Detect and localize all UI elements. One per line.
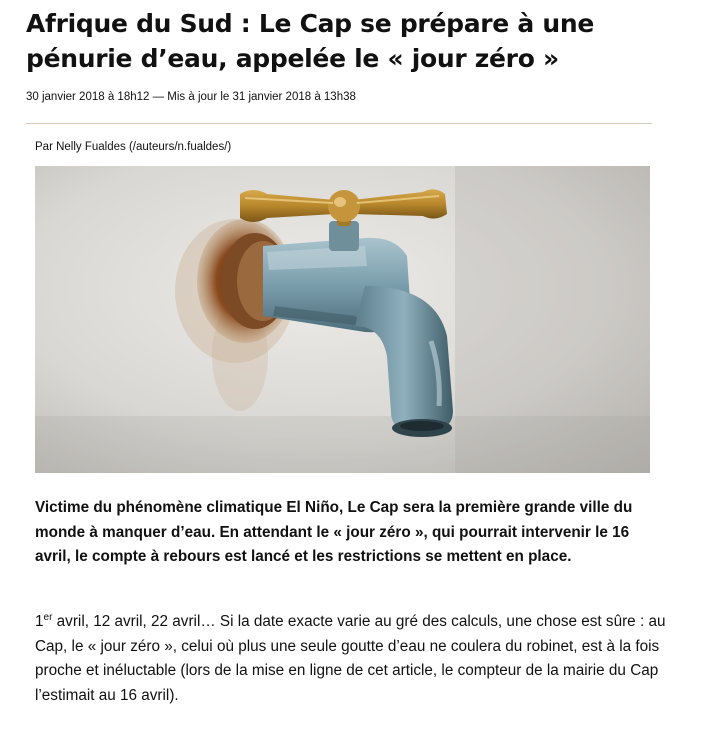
article-photo (35, 166, 650, 473)
ordinal-number: 1 (35, 613, 44, 630)
article-dateline: 30 janvier 2018 à 18h12 — Mis à jour le 31 janvier 2018 à 13h38 (26, 91, 356, 103)
article-lead: Victime du phénomène climatique El Niño, Le Cap sera la première grande ville du monde à manquer d’eau. En attendant le « jour zéro », qui pourrait intervenir le 16 avril, le compte à rebours est lancé et les restrictions se mettent en place. (35, 499, 633, 565)
header-divider (26, 123, 652, 124)
article-title: Afrique du Sud : Le Cap se prépare à une pénurie d’eau, appelée le « jour zéro » (26, 9, 594, 73)
paragraph-text: avril, 12 avril, 22 avril… Si la date exacte varie au gré des calculs, une chose est sûre : au Cap, le « jour zéro », celui où plus une seule goutte d’eau ne coulera du robinet, est à la fois proche et inéluctable (lors de la mise en ligne de cet article, le compteur de la mairie du Cap l’estimait au 16 avril). (35, 613, 666, 704)
author-byline: Par Nelly Fualdes (/auteurs/n.fualdes/) (35, 141, 232, 153)
ordinal-suffix: er (43, 612, 53, 623)
tap-illustration (35, 166, 650, 473)
article-paragraph (35, 610, 675, 708)
